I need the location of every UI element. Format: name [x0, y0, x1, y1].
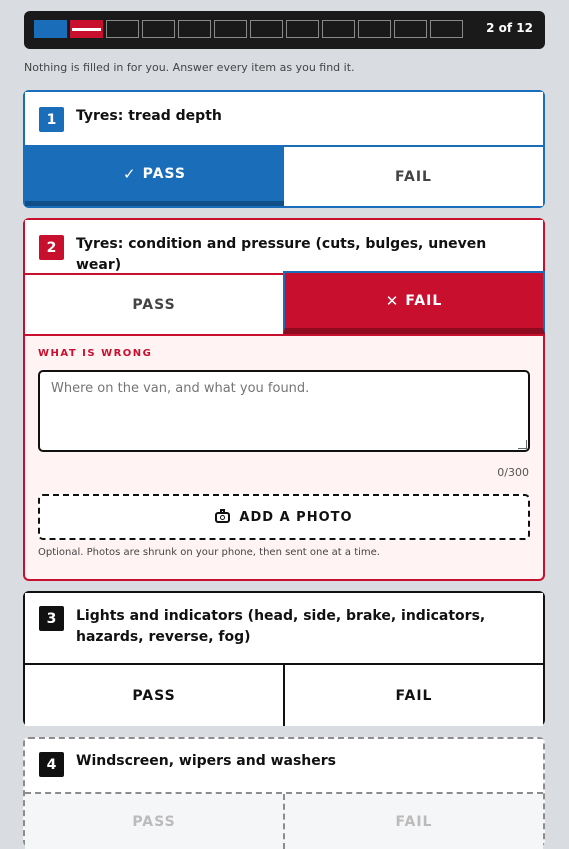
- item-header: [25, 92, 543, 147]
- item-header: [25, 739, 543, 794]
- fail-label: FAIL: [405, 292, 443, 309]
- item-number-badge: 3: [39, 606, 64, 631]
- check-item-4: [23, 737, 545, 847]
- item-title: Lights and indicators (head, side, brake, indicators, hazards, reverse, fog): [76, 608, 486, 645]
- progress-segment-6: [214, 20, 247, 38]
- item-title: Tyres: condition and pressure (cuts, bulges, uneven wear): [76, 236, 487, 273]
- pass-fail-choices: [25, 794, 543, 849]
- item-header: [25, 593, 543, 665]
- item-title: Windscreen, wipers and washers: [76, 753, 336, 769]
- cross-icon: ✕: [385, 291, 400, 310]
- add-photo-label: ADD A PHOTO: [239, 509, 353, 525]
- check-item-1: [23, 90, 545, 208]
- fail-button[interactable]: [285, 665, 543, 726]
- progress-segment-3: [106, 20, 139, 38]
- pass-button[interactable]: [25, 665, 285, 726]
- pass-label: PASS: [132, 813, 176, 830]
- check-item-3: [23, 591, 545, 726]
- pass-fail-choices: [25, 147, 543, 206]
- check-icon: ✓: [123, 165, 137, 183]
- pass-button[interactable]: [25, 147, 284, 206]
- progress-segment-8: [286, 20, 319, 38]
- fail-button[interactable]: [283, 271, 545, 334]
- progress-segment-12: [430, 20, 463, 38]
- issue-description-input[interactable]: [38, 370, 530, 452]
- progress-segment-1: [34, 20, 67, 38]
- item-number-badge: 1: [39, 107, 64, 132]
- item-header: [25, 220, 543, 275]
- progress-segments: [34, 20, 463, 38]
- progress-segment-4: [142, 20, 175, 38]
- fail-button[interactable]: [284, 147, 543, 206]
- progress-segment-9: [322, 20, 355, 38]
- pass-label: PASS: [142, 166, 186, 182]
- pass-button[interactable]: [25, 794, 285, 849]
- fail-label: FAIL: [395, 168, 432, 185]
- issue-panel: [25, 336, 543, 579]
- progress-segment-7: [250, 20, 283, 38]
- pass-fail-choices: [25, 665, 543, 726]
- char-count: 0/300: [497, 466, 529, 479]
- intro-text: Nothing is filled in for you. Answer every item as you find it.: [24, 61, 355, 74]
- fail-label: FAIL: [395, 687, 433, 704]
- progress-segment-11: [394, 20, 427, 38]
- pass-label: PASS: [132, 296, 176, 313]
- photo-note: Optional. Photos are shrunk on your phone, then sent one at a time.: [38, 547, 380, 558]
- item-title: Tyres: tread depth: [76, 108, 222, 124]
- pass-label: PASS: [132, 687, 176, 704]
- issue-label: WHAT IS WRONG: [38, 348, 153, 359]
- resize-grip-icon[interactable]: [518, 440, 527, 449]
- progress-segment-10: [358, 20, 391, 38]
- pass-button[interactable]: [25, 275, 283, 334]
- progress-bar: [24, 11, 545, 49]
- add-photo-button[interactable]: [38, 494, 530, 540]
- progress-segment-5: [178, 20, 211, 38]
- progress-segment-2: [70, 20, 103, 38]
- camera-icon: [215, 512, 230, 523]
- item-number-badge: 4: [39, 752, 64, 777]
- progress-counter: 2 of 12: [486, 21, 533, 35]
- check-item-2: [23, 218, 545, 581]
- item-number-badge: 2: [39, 235, 64, 260]
- pass-fail-choices: [25, 275, 543, 336]
- fail-label: FAIL: [395, 813, 433, 830]
- fail-button[interactable]: [285, 794, 543, 849]
